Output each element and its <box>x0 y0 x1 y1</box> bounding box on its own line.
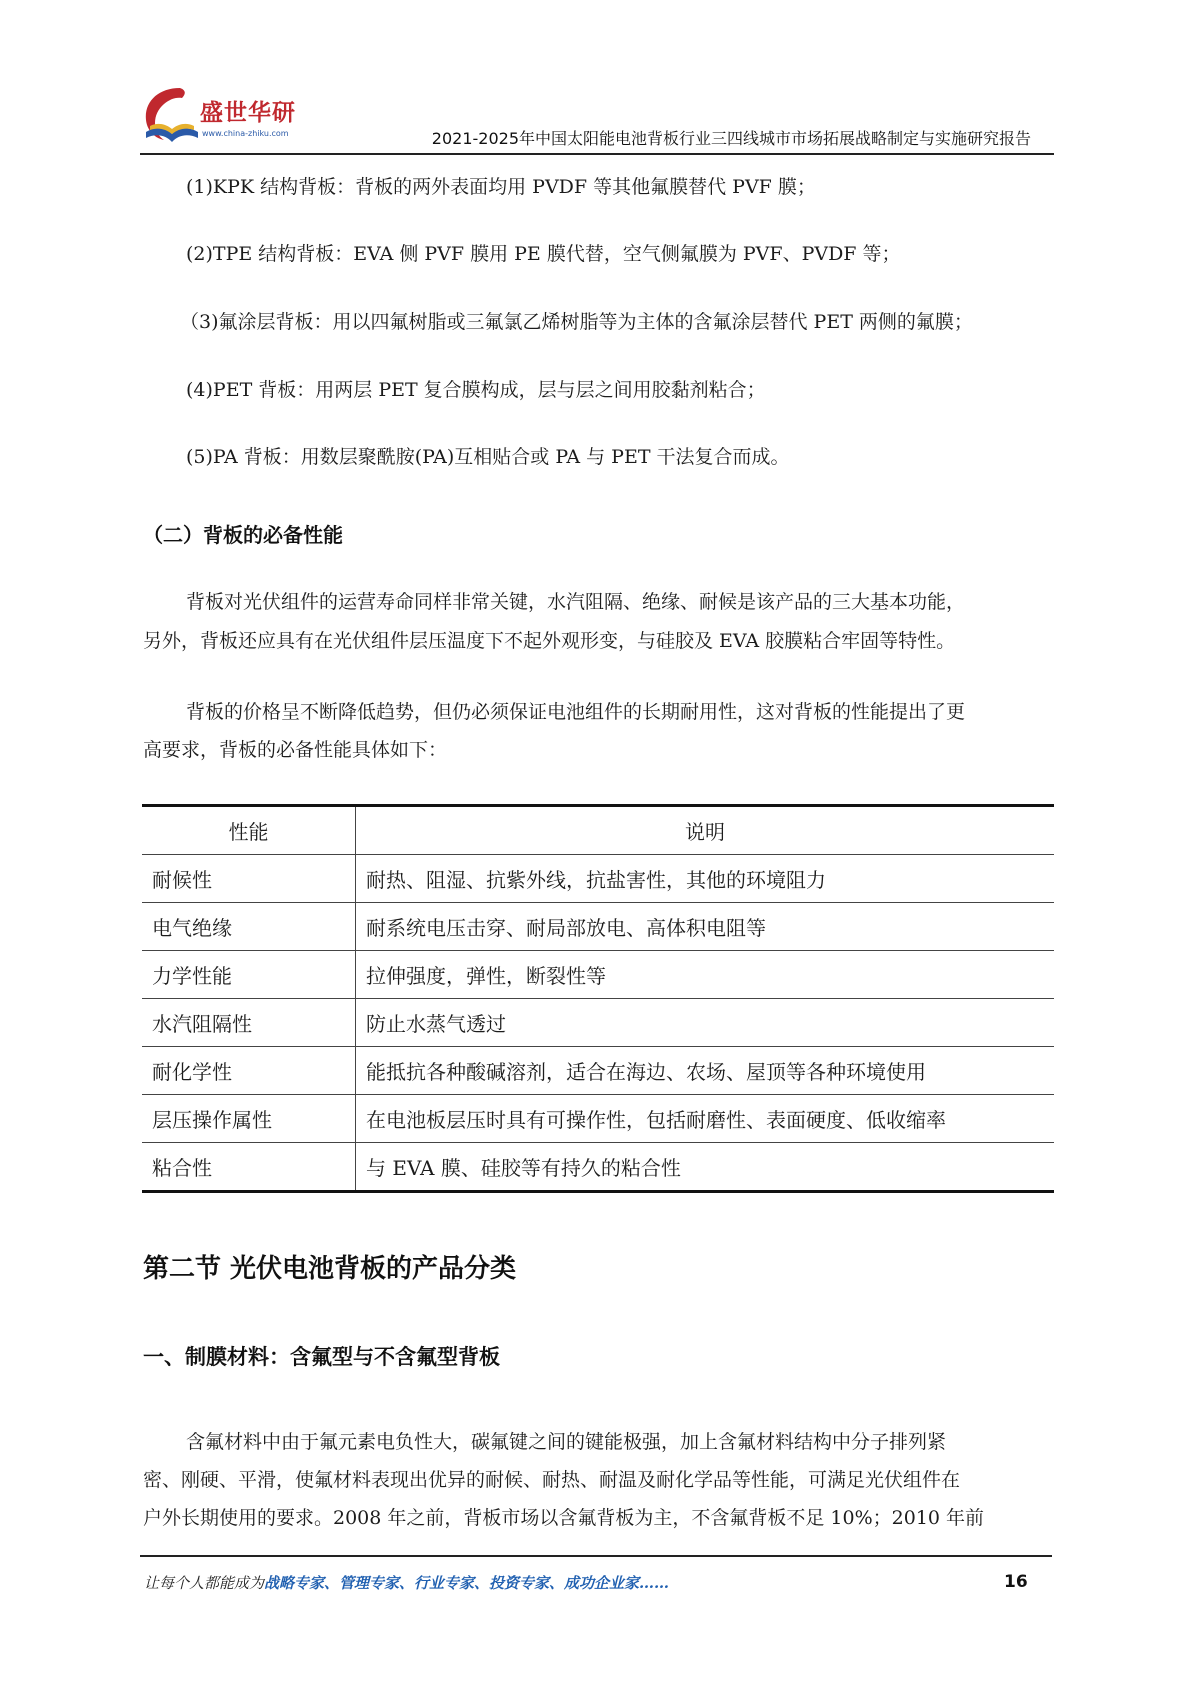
table-cell-description: 能抵抗各种酸碱溶剂，适合在海边、农场、屋顶等各种环境使用 <box>356 1047 1055 1095</box>
section-heading: （二）背板的必备性能 <box>143 523 343 547</box>
footer-divider <box>140 1555 1052 1557</box>
subsection-title: 一、制膜材料：含氟型与不含氟型背板 <box>143 1345 500 1369</box>
table-header-cell: 性能 <box>142 806 356 855</box>
table-row <box>142 999 1054 1047</box>
list-item: (1)KPK 结构背板：背板的两外表面均用 PVDF 等其他氟膜替代 PVF 膜； <box>186 176 816 198</box>
table-cell-description: 耐系统电压击穿、耐局部放电、高体积电阻等 <box>356 903 1055 951</box>
table-cell-property: 耐候性 <box>142 855 356 903</box>
header-divider <box>140 153 1054 155</box>
paragraph-line: 高要求，背板的必备性能具体如下： <box>143 739 448 761</box>
table-row <box>142 1047 1054 1095</box>
table-cell-property: 粘合性 <box>142 1143 356 1192</box>
table-row <box>142 903 1054 951</box>
list-item: (2)TPE 结构背板：EVA 侧 PVF 膜用 PE 膜代替，空气侧氟膜为 PVF、PVDF 等； <box>186 243 901 265</box>
list-item: (5)PA 背板：用数层聚酰胺(PA)互相贴合或 PA 与 PET 干法复合而成。 <box>186 446 790 468</box>
table-cell-description: 拉伸强度，弹性，断裂性等 <box>356 951 1055 999</box>
table-row <box>142 1143 1054 1192</box>
paragraph-line: 背板的价格呈不断降低趋势，但仍必须保证电池组件的长期耐用性，这对背板的性能提出了更 <box>186 701 966 723</box>
report-title: 2021-2025年中国太阳能电池背板行业三四线城市市场拓展战略制定与实施研究报告 <box>431 129 1031 148</box>
paragraph-line: 另外，背板还应具有在光伏组件层压温度下不起外观形变，与硅胶及 EVA 胶膜粘合牢固等特性。 <box>143 630 956 652</box>
book-swoosh-icon <box>140 82 200 152</box>
table-header-cell: 说明 <box>356 806 1055 855</box>
table-cell-property: 电气绝缘 <box>142 903 356 951</box>
table-cell-description: 防止水蒸气透过 <box>356 999 1055 1047</box>
table-cell-property: 水汽阻隔性 <box>142 999 356 1047</box>
paragraph-line: 背板对光伏组件的运营寿命同样非常关键，水汽阻隔、绝缘、耐候是该产品的三大基本功能， <box>186 591 966 613</box>
table-cell-property: 力学性能 <box>142 951 356 999</box>
page-number: 16 <box>1004 1572 1028 1592</box>
table-cell-property: 层压操作属性 <box>142 1095 356 1143</box>
table-cell-property: 耐化学性 <box>142 1047 356 1095</box>
list-item: （3)氟涂层背板：用以四氟树脂或三氟氯乙烯树脂等为主体的含氟涂层替代 PET 两侧的氟膜； <box>180 311 973 333</box>
footer-slogan <box>144 1572 669 1593</box>
brand-logo <box>140 82 330 154</box>
footer-highlight: 战略专家、管理专家、行业专家、投资专家、成功企业家…… <box>264 1574 670 1592</box>
logo-url: www.china-zhiku.com <box>202 129 289 138</box>
table-row <box>142 1095 1054 1143</box>
table-header-row <box>142 806 1054 855</box>
logo-name: 盛世华研 <box>200 100 296 126</box>
table-row <box>142 855 1054 903</box>
table-cell-description: 与 EVA 膜、硅胶等有持久的粘合性 <box>356 1143 1055 1192</box>
paragraph-line: 含氟材料中由于氟元素电负性大，碳氟键之间的键能极强，加上含氟材料结构中分子排列紧 <box>186 1431 947 1453</box>
chapter-section-title: 第二节 光伏电池背板的产品分类 <box>143 1254 517 1284</box>
table-row <box>142 951 1054 999</box>
performance-table <box>142 804 1054 1193</box>
paragraph-line: 密、刚硬、平滑，使氟材料表现出优异的耐候、耐热、耐温及耐化学品等性能，可满足光伏组件在 <box>143 1469 961 1491</box>
table-cell-description: 耐热、阻湿、抗紫外线，抗盐害性，其他的环境阻力 <box>356 855 1055 903</box>
footer-prefix: 让每个人都能成为 <box>144 1574 265 1592</box>
paragraph-line: 户外长期使用的要求。2008 年之前，背板市场以含氟背板为主，不含氟背板不足 10%；2010 年前 <box>143 1507 985 1529</box>
list-item: (4)PET 背板：用两层 PET 复合膜构成，层与层之间用胶黏剂粘合； <box>186 379 766 401</box>
table-cell-description: 在电池板层压时具有可操作性，包括耐磨性、表面硬度、低收缩率 <box>356 1095 1055 1143</box>
